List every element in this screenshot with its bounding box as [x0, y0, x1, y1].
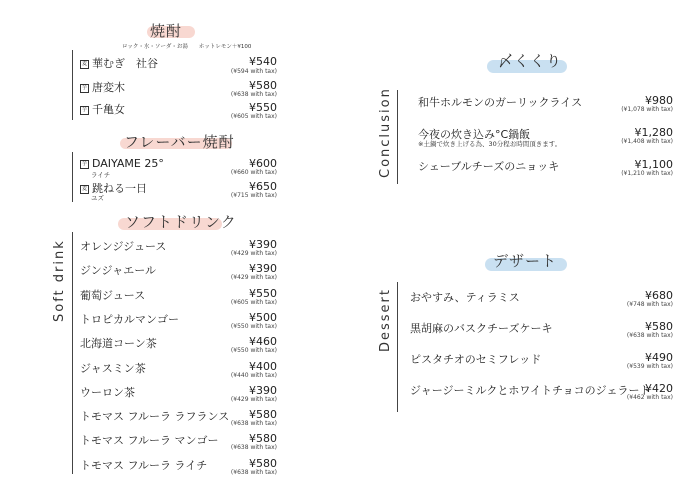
- menu-item-tax: (¥638 with tax): [626, 332, 673, 339]
- shochu-divider: [72, 50, 73, 120]
- menu-item-tax: (¥748 with tax): [626, 301, 673, 308]
- menu-item-price: ¥400: [249, 359, 277, 373]
- soft-side-label: Soft drink: [52, 239, 67, 322]
- shochu-badge: 芋: [81, 106, 87, 113]
- menu-item-name: ピスタチオのセミフレッド: [410, 353, 542, 366]
- menu-item-price: ¥580: [249, 408, 277, 422]
- menu-item-price: ¥1,100: [634, 158, 673, 171]
- menu-item-tax: (¥594 with tax): [230, 68, 277, 75]
- soft-divider: [72, 232, 73, 474]
- menu-item-price: ¥580: [645, 320, 673, 333]
- menu-item-sub: ライチ: [91, 171, 111, 179]
- menu-item-tax: (¥1,408 with tax): [621, 138, 673, 145]
- flavor-title: フレーバー焼酎: [124, 133, 235, 151]
- menu-item-name: 芋 唐変木: [81, 81, 125, 94]
- menu-item-tax: (¥1,210 with tax): [621, 170, 673, 177]
- menu-item-name: 葡萄ジュース: [80, 288, 146, 302]
- menu-item-price: ¥600: [249, 157, 277, 170]
- menu-item-tax: (¥429 with tax): [230, 274, 277, 282]
- menu-item-price: ¥390: [249, 383, 277, 397]
- shime-title: 〆くくり: [498, 52, 563, 70]
- menu-item-price: ¥540: [249, 55, 277, 68]
- shochu-title: 焼酎: [150, 22, 183, 40]
- shime-side-label: Conclusion: [378, 87, 393, 178]
- menu-item-name: トロピカルマンゴー: [80, 312, 179, 326]
- menu-item-price: ¥460: [249, 335, 277, 349]
- menu-item-sub: ユズ: [91, 194, 104, 202]
- menu-item-name: 芋 千亀女: [81, 103, 125, 116]
- menu-item-tax: (¥605 with tax): [230, 298, 277, 306]
- menu-item-name: ウーロン茶: [80, 385, 135, 399]
- menu-item-name: 麦 跳ねる一日: [81, 182, 147, 195]
- menu-item-note: ※土鍋で炊き上げる為、30分程お時間頂きます。: [418, 140, 562, 148]
- menu-item-name: トモマス フルーラ マンゴー: [80, 434, 219, 448]
- menu-item-tax: (¥550 with tax): [230, 347, 277, 355]
- menu-item-name: 和牛ホルモンのガーリックライス: [418, 96, 583, 109]
- menu-item-tax: (¥715 with tax): [230, 192, 277, 199]
- shochu-badge: 麦: [81, 60, 87, 67]
- menu-item-tax: (¥440 with tax): [230, 371, 277, 379]
- menu-item-name: ジャージーミルクとホワイトチョコのジェラート: [410, 384, 651, 397]
- menu-item-name: ジンジャエール: [80, 264, 157, 278]
- menu-item-name: 芋 DAIYAME 25°: [81, 157, 164, 170]
- menu-item-price: ¥980: [645, 94, 673, 107]
- menu-item-price: ¥1,280: [634, 126, 673, 139]
- menu-item-name: 麦 華むぎ 社谷: [81, 57, 158, 70]
- flavor-divider: [72, 152, 73, 202]
- menu-item-price: ¥490: [645, 351, 673, 364]
- menu-item-name: オレンジジュース: [80, 240, 167, 253]
- dessert-side-label: Dessert: [378, 288, 393, 352]
- menu-item-price: ¥550: [249, 286, 277, 300]
- menu-item-price: ¥580: [249, 432, 277, 446]
- menu-item-name: トモマス フルーラ ライチ: [80, 458, 208, 472]
- menu-item-tax: (¥539 with tax): [626, 363, 673, 370]
- dessert-divider: [397, 282, 398, 412]
- menu-item-tax: (¥638 with tax): [230, 468, 277, 476]
- menu-item-tax: (¥429 with tax): [230, 250, 277, 257]
- menu-item-name: 北海道コーン茶: [80, 337, 157, 351]
- menu-item-name: おやすみ、ティラミス: [410, 291, 520, 304]
- soft-title: ソフトドリンク: [125, 213, 237, 231]
- menu-item-tax: (¥1,078 with tax): [621, 106, 673, 113]
- menu-item-price: ¥390: [249, 238, 277, 251]
- menu-item-name: 黒胡麻のバスクチーズケーキ: [410, 322, 553, 335]
- menu-item-tax: (¥638 with tax): [230, 444, 277, 452]
- menu-item-name: 今夜の炊き込み°C鍋飯: [418, 128, 531, 141]
- menu-item-price: ¥420: [645, 382, 673, 395]
- shochu-badge: 芋: [81, 84, 87, 91]
- menu-item-tax: (¥429 with tax): [230, 395, 277, 403]
- shochu-note: ロック・水・ソーダ・お湯 ホットレモン＋¥100: [122, 44, 252, 50]
- menu-item-tax: (¥638 with tax): [230, 91, 277, 98]
- menu-item-name: シェーブルチーズのニョッキ: [418, 160, 560, 173]
- menu-item-price: ¥550: [249, 101, 277, 114]
- menu-item-price: ¥500: [249, 310, 277, 324]
- dessert-title: デザート: [493, 252, 558, 270]
- menu-item-tax: (¥605 with tax): [230, 113, 277, 120]
- flavor-badge: 麦: [81, 185, 87, 192]
- flavor-badge: 芋: [81, 160, 87, 167]
- menu-item-tax: (¥638 with tax): [230, 420, 277, 428]
- menu-item-name: トモマス フルーラ ラフランス: [80, 410, 230, 424]
- menu-item-tax: (¥660 with tax): [230, 169, 277, 176]
- menu-item-price: ¥650: [249, 180, 277, 193]
- menu-item-price: ¥680: [645, 289, 673, 302]
- menu-item-tax: (¥462 with tax): [626, 394, 673, 401]
- menu-item-name: ジャスミン茶: [80, 361, 146, 375]
- menu-item-price: ¥580: [249, 79, 277, 92]
- menu-item-price: ¥580: [249, 456, 277, 470]
- menu-item-tax: (¥550 with tax): [230, 322, 277, 330]
- menu-item-price: ¥390: [249, 262, 277, 276]
- shime-divider: [397, 90, 398, 184]
